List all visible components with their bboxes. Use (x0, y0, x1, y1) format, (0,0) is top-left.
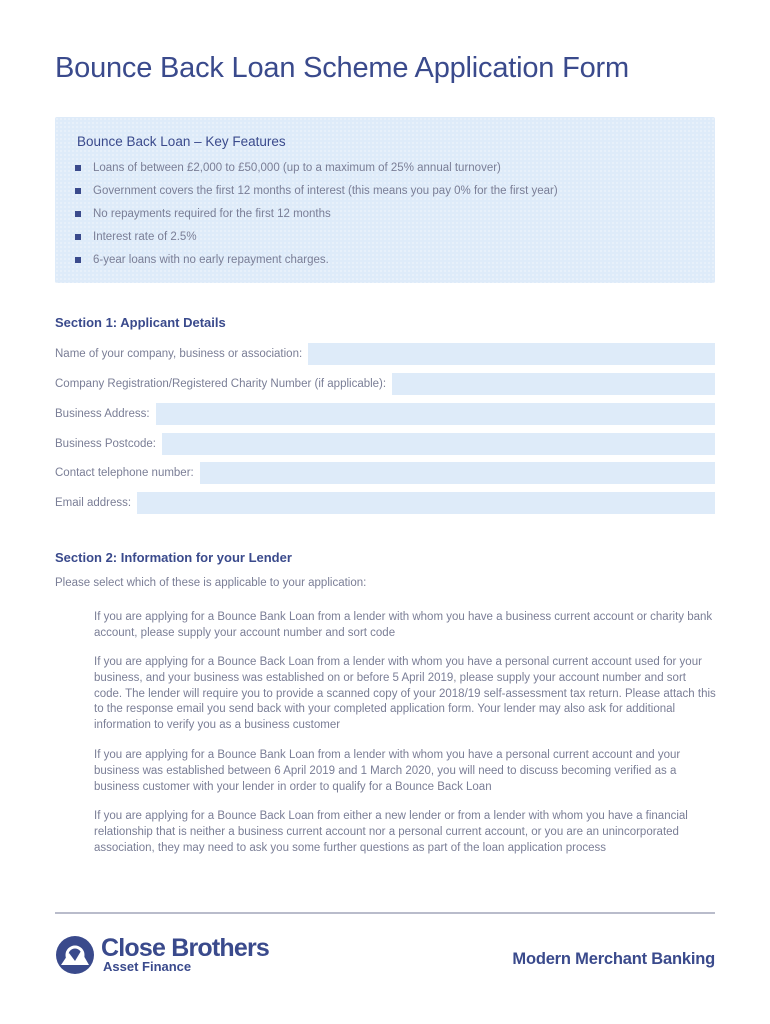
square-bullet-icon (75, 165, 81, 171)
email-field[interactable] (137, 492, 715, 514)
business-postcode-row (55, 433, 715, 455)
registration-number-label: Company Registration/Registered Charity Number (if applicable): (55, 378, 387, 390)
section2-intro: Please select which of these is applicable to your application: (55, 577, 367, 589)
list-item: No repayments required for the first 12 months (75, 207, 558, 230)
square-bullet-icon (75, 234, 81, 240)
list-item: 6-year loans with no early repayment charges. (75, 253, 558, 276)
tagline: Modern Merchant Banking (512, 950, 715, 968)
footer-divider (55, 912, 715, 914)
email-label: Email address: (55, 497, 132, 509)
square-bullet-icon (75, 211, 81, 217)
key-features-box (55, 117, 715, 283)
email-row (55, 492, 715, 514)
business-address-label: Business Address: (55, 408, 150, 420)
key-features-heading: Bounce Back Loan – Key Features (77, 134, 286, 149)
square-bullet-icon (75, 257, 81, 263)
lender-option-personal-account-post-2019[interactable]: If you are applying for a Bounce Bank Loan from a lender with whom you have a personal current account and your business was established between 6 April 2019 and 1 March 2020, you will need to discuss becoming verified as a business customer with your lender in order to qualify for a Bounce Back Loan (94, 749, 681, 793)
lender-option-new-lender[interactable]: If you are applying for a Bounce Back Loan from either a new lender or from a lender with whom you have a financial relationship that is neither a business current account nor a personal current account, or you are an unincorporated association, they may need to ask you some further questions as part of the loan application process (94, 810, 688, 854)
telephone-label: Contact telephone number: (55, 467, 194, 479)
company-name-row (55, 343, 715, 365)
business-address-input[interactable] (156, 403, 715, 425)
list-item: Government covers the first 12 months of interest (this means you pay 0% for the first year) (75, 184, 558, 207)
business-postcode-input[interactable] (162, 433, 715, 455)
brand-name: Close Brothers (101, 934, 270, 962)
registration-number-input[interactable] (392, 373, 715, 395)
square-bullet-icon (75, 188, 81, 194)
close-brothers-emblem-icon (55, 935, 95, 975)
section2-heading: Section 2: Information for your Lender (55, 550, 292, 565)
telephone-input[interactable] (200, 462, 715, 484)
company-name-label: Name of your company, business or association: (55, 348, 303, 360)
company-name-input[interactable] (308, 343, 715, 365)
lender-option-personal-account-pre-2019[interactable]: If you are applying for a Bounce Back Loan from a lender with whom you have a personal current account used for your business, and your business was established on or before 5 April 2019, please supply your account number and sort code. The lender will require you to provide a scanned copy of your 2018/19 self-assessment tax return. Please attach this to the response email you send back with your completed application form. Your lender may also ask for additional information to verify you as a business customer (94, 656, 716, 732)
lender-option-business-account[interactable]: If you are applying for a Bounce Bank Loan from a lender with whom you have a business current account or charity bank account, please supply your account number and sort code (94, 611, 713, 639)
page-title: Bounce Back Loan Scheme Application Form (55, 52, 629, 84)
business-address-row (55, 403, 715, 425)
list-item: Interest rate of 2.5% (75, 230, 558, 253)
close-brothers-logo (55, 935, 269, 975)
registration-number-row (55, 373, 715, 395)
business-postcode-label: Business Postcode: (55, 438, 157, 450)
section1-heading: Section 1: Applicant Details (55, 315, 226, 330)
list-item: Loans of between £2,000 to £50,000 (up to a maximum of 25% annual turnover) (75, 161, 558, 184)
key-features-list (75, 161, 558, 276)
telephone-row (55, 462, 715, 484)
brand-subtitle: Asset Finance (103, 959, 192, 974)
